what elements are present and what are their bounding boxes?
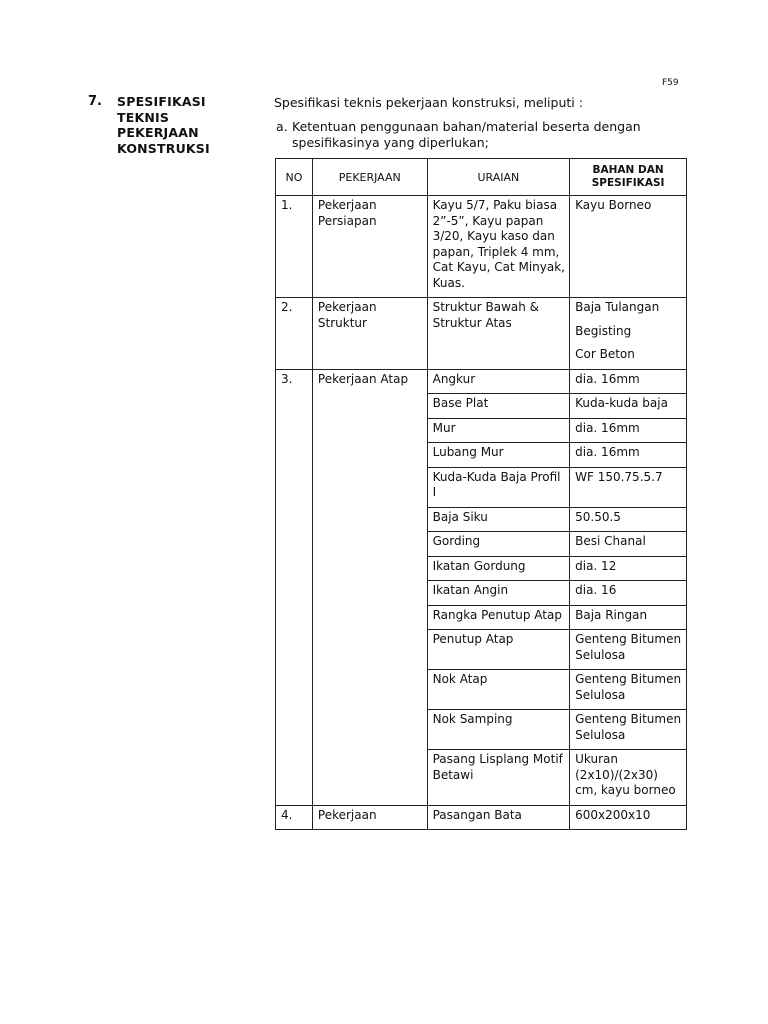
bahan-line: Baja Ringan (575, 607, 648, 622)
cell-uraian: Mur (427, 418, 570, 443)
spec-table (275, 158, 687, 830)
cell-bahan (570, 369, 687, 394)
cell-uraian: Ikatan Gordung (427, 556, 570, 581)
cell-uraian: Kayu 5/7, Paku biasa 2”-5”, Kayu papan 3/20, Kayu kaso dan papan, Triplek 4 mm, Cat Kayu, Cat Minyak, Kuas. (427, 196, 570, 298)
cell-pekerjaan: Pekerjaan (312, 805, 427, 830)
cell-bahan (570, 298, 687, 370)
header-pekerjaan: PEKERJAAN (312, 159, 427, 196)
bahan-line: dia. 16mm (575, 420, 640, 435)
cell-bahan (570, 630, 687, 670)
table-header-row (276, 159, 687, 196)
bahan-line: 600x200x10 (575, 807, 651, 822)
cell-uraian: Base Plat (427, 394, 570, 419)
bahan-line: dia. 12 (575, 558, 617, 573)
cell-bahan (570, 605, 687, 630)
cell-bahan (570, 670, 687, 710)
bahan-line: Begisting (575, 323, 632, 338)
table-row (276, 196, 687, 298)
cell-pekerjaan: Pekerjaan Atap (312, 369, 427, 805)
cell-bahan (570, 443, 687, 468)
header-no: NO (276, 159, 313, 196)
bahan-line: dia. 16mm (575, 371, 640, 386)
bahan-line: Besi Chanal (575, 534, 646, 548)
cell-bahan (570, 394, 687, 419)
bahan-line: Kuda-kuda baja (575, 396, 668, 410)
cell-no: 4. (276, 805, 313, 830)
table-row (276, 298, 687, 370)
cell-bahan (570, 581, 687, 606)
header-uraian: URAIAN (427, 159, 570, 196)
cell-no: 2. (276, 298, 313, 370)
cell-bahan (570, 467, 687, 507)
cell-uraian: Nok Atap (427, 670, 570, 710)
cell-uraian: Lubang Mur (427, 443, 570, 468)
section-title-line: SPESIFIKASI (117, 94, 206, 109)
section-title-line: PEKERJAAN (117, 125, 199, 140)
cell-bahan (570, 418, 687, 443)
bahan-line: Ukuran (2x10)/(2x30) cm, kayu borneo (575, 752, 676, 797)
cell-bahan (570, 750, 687, 806)
cell-bahan (570, 507, 687, 532)
point-a-text: Ketentuan penggunaan bahan/material beserta dengan spesifikasinya yang diperlukan; (292, 119, 641, 150)
table-row (276, 805, 687, 830)
cell-uraian: Gording (427, 532, 570, 557)
section-title-line: KONSTRUKSI (117, 140, 210, 156)
cell-uraian: Pasangan Bata (427, 805, 570, 830)
bahan-line: Genteng Bitumen Selulosa (575, 632, 682, 662)
cell-uraian: Nok Samping (427, 710, 570, 750)
cell-uraian: Baja Siku (427, 507, 570, 532)
point-a-marker: a. (276, 119, 288, 134)
cell-uraian: Ikatan Angin (427, 581, 570, 606)
cell-bahan (570, 556, 687, 581)
cell-uraian: Rangka Penutup Atap (427, 605, 570, 630)
bahan-line: 50.50.5 (575, 509, 621, 524)
point-a (276, 119, 696, 151)
cell-bahan (570, 532, 687, 557)
section-title-line: TEKNIS (117, 109, 170, 125)
cell-pekerjaan: Pekerjaan Persiapan (312, 196, 427, 298)
bahan-line: Cor Beton (575, 347, 635, 361)
table-row (276, 369, 687, 394)
cell-no: 1. (276, 196, 313, 298)
bahan-line: WF 150.75.5.7 (575, 469, 663, 484)
cell-pekerjaan: Pekerjaan Struktur (312, 298, 427, 370)
cell-uraian: Kuda-Kuda Baja Profil I (427, 467, 570, 507)
cell-bahan (570, 196, 687, 298)
header-bahan: BAHAN DAN SPESIFIKASI (570, 159, 687, 196)
section-title (117, 94, 257, 156)
page-code: F59 (662, 78, 679, 88)
intro-text: Spesifikasi teknis pekerjaan konstruksi, meliputi : (274, 95, 583, 110)
bahan-line: dia. 16 (575, 583, 617, 597)
cell-bahan (570, 710, 687, 750)
section-number: 7. (88, 94, 102, 109)
cell-uraian: Angkur (427, 369, 570, 394)
bahan-line: Genteng Bitumen Selulosa (575, 672, 682, 702)
bahan-line: Baja Tulangan (575, 300, 660, 314)
bahan-line: Genteng Bitumen Selulosa (575, 712, 682, 742)
cell-no: 3. (276, 369, 313, 805)
table-body (276, 196, 687, 830)
cell-uraian: Penutup Atap (427, 630, 570, 670)
cell-uraian: Struktur Bawah & Struktur Atas (427, 298, 570, 370)
cell-bahan (570, 805, 687, 830)
cell-uraian: Pasang Lisplang Motif Betawi (427, 750, 570, 806)
bahan-line: Kayu Borneo (575, 198, 652, 212)
bahan-line: dia. 16mm (575, 445, 640, 459)
